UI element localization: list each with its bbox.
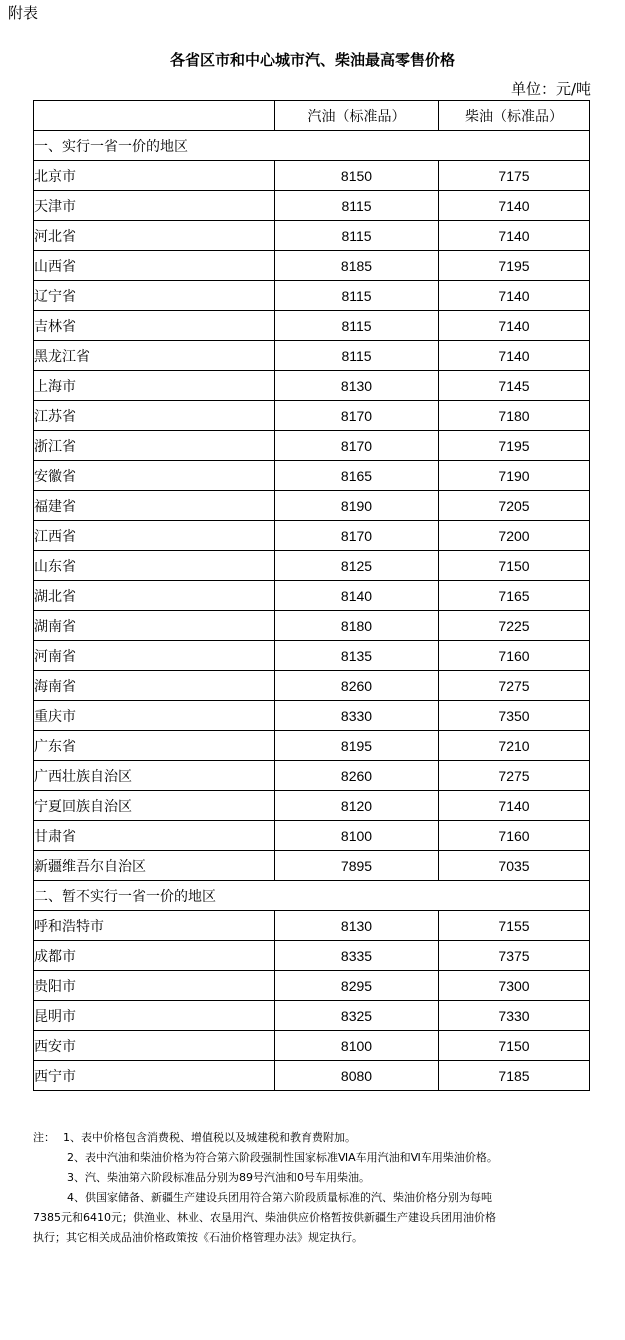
- diesel-price: 7140: [439, 221, 590, 251]
- gasoline-price: 8100: [275, 1031, 439, 1061]
- gasoline-price: 8115: [275, 221, 439, 251]
- region-name: 河北省: [34, 221, 275, 251]
- gasoline-price: 8130: [275, 911, 439, 941]
- region-name: 甘肃省: [34, 821, 275, 851]
- attachment-label: 附表: [8, 4, 39, 22]
- diesel-price: 7150: [439, 551, 590, 581]
- region-name: 新疆维吾尔自治区: [34, 851, 275, 881]
- diesel-price: 7195: [439, 251, 590, 281]
- diesel-price: 7180: [439, 401, 590, 431]
- table-row: [34, 581, 590, 611]
- region-name: 山西省: [34, 251, 275, 281]
- notes: [33, 1128, 593, 1248]
- diesel-price: 7150: [439, 1031, 590, 1061]
- region-name: 山东省: [34, 551, 275, 581]
- table-row: [34, 191, 590, 221]
- region-name: 成都市: [34, 941, 275, 971]
- diesel-price: 7160: [439, 821, 590, 851]
- diesel-price: 7185: [439, 1061, 590, 1091]
- table-row: [34, 521, 590, 551]
- table-row: [34, 461, 590, 491]
- header-region: [34, 101, 275, 131]
- table-row: [34, 641, 590, 671]
- diesel-price: 7225: [439, 611, 590, 641]
- section-heading-row: [34, 881, 590, 911]
- diesel-price: 7210: [439, 731, 590, 761]
- region-name: 湖北省: [34, 581, 275, 611]
- region-name: 辽宁省: [34, 281, 275, 311]
- gasoline-price: 8195: [275, 731, 439, 761]
- table-row: [34, 161, 590, 191]
- gasoline-price: 8140: [275, 581, 439, 611]
- gasoline-price: 8150: [275, 161, 439, 191]
- note-1: 注： 1、表中价格包含消费税、增值税以及城建税和教育费附加。: [33, 1128, 593, 1148]
- diesel-price: 7140: [439, 791, 590, 821]
- diesel-price: 7155: [439, 911, 590, 941]
- region-name: 浙江省: [34, 431, 275, 461]
- region-name: 昆明市: [34, 1001, 275, 1031]
- table-row: [34, 971, 590, 1001]
- unit-label: 单位：元/吨: [510, 80, 591, 98]
- section-heading: 二、暂不实行一省一价的地区: [34, 881, 590, 911]
- region-name: 北京市: [34, 161, 275, 191]
- region-name: 上海市: [34, 371, 275, 401]
- note-4-cont-1: 7385元和6410元；供渔业、林业、农垦用汽、柴油供应价格暂按供新疆生产建设兵团用油价格: [33, 1211, 496, 1224]
- diesel-price: 7140: [439, 191, 590, 221]
- region-name: 河南省: [34, 641, 275, 671]
- gasoline-price: 8190: [275, 491, 439, 521]
- table-row: [34, 251, 590, 281]
- table-row: [34, 791, 590, 821]
- table-row: [34, 1001, 590, 1031]
- gasoline-price: 8130: [275, 371, 439, 401]
- table-row: [34, 221, 590, 251]
- table-row: [34, 1031, 590, 1061]
- gasoline-price: 8185: [275, 251, 439, 281]
- diesel-price: 7140: [439, 281, 590, 311]
- gasoline-price: 8325: [275, 1001, 439, 1031]
- gasoline-price: 8135: [275, 641, 439, 671]
- table-row: [34, 311, 590, 341]
- diesel-price: 7205: [439, 491, 590, 521]
- table-row: [34, 371, 590, 401]
- table-row: [34, 821, 590, 851]
- table-row: [34, 671, 590, 701]
- table-row: [34, 551, 590, 581]
- notes-label: 注：: [33, 1131, 55, 1144]
- diesel-price: 7375: [439, 941, 590, 971]
- gasoline-price: 8080: [275, 1061, 439, 1091]
- table-title: 各省区市和中心城市汽、柴油最高零售价格: [169, 51, 455, 69]
- diesel-price: 7145: [439, 371, 590, 401]
- header-gasoline: 汽油（标准品）: [275, 101, 439, 131]
- table-row: [34, 611, 590, 641]
- gasoline-price: 8125: [275, 551, 439, 581]
- region-name: 黑龙江省: [34, 341, 275, 371]
- note-2: 2、表中汽油和柴油价格为符合第六阶段强制性国家标准ⅥA车用汽油和Ⅵ车用柴油价格。: [67, 1151, 498, 1164]
- diesel-price: 7275: [439, 761, 590, 791]
- gasoline-price: 8115: [275, 281, 439, 311]
- table-row: [34, 281, 590, 311]
- table-row: [34, 341, 590, 371]
- header-row: [34, 101, 590, 131]
- table-row: [34, 401, 590, 431]
- gasoline-price: 8180: [275, 611, 439, 641]
- region-name: 宁夏回族自治区: [34, 791, 275, 821]
- gasoline-price: 7895: [275, 851, 439, 881]
- region-name: 天津市: [34, 191, 275, 221]
- gasoline-price: 8170: [275, 401, 439, 431]
- diesel-price: 7165: [439, 581, 590, 611]
- diesel-price: 7140: [439, 341, 590, 371]
- region-name: 广西壮族自治区: [34, 761, 275, 791]
- gasoline-price: 8115: [275, 341, 439, 371]
- gasoline-price: 8295: [275, 971, 439, 1001]
- region-name: 福建省: [34, 491, 275, 521]
- table-row: [34, 731, 590, 761]
- table-row: [34, 851, 590, 881]
- gasoline-price: 8100: [275, 821, 439, 851]
- region-name: 江西省: [34, 521, 275, 551]
- diesel-price: 7175: [439, 161, 590, 191]
- diesel-price: 7195: [439, 431, 590, 461]
- note-4: 4、供国家储备、新疆生产建设兵团用符合第六阶段质量标准的汽、柴油价格分别为每吨: [67, 1191, 492, 1204]
- diesel-price: 7035: [439, 851, 590, 881]
- table-row: [34, 761, 590, 791]
- region-name: 安徽省: [34, 461, 275, 491]
- gasoline-price: 8260: [275, 671, 439, 701]
- diesel-price: 7275: [439, 671, 590, 701]
- region-name: 吉林省: [34, 311, 275, 341]
- price-table: [33, 100, 590, 1091]
- gasoline-price: 8170: [275, 521, 439, 551]
- region-name: 广东省: [34, 731, 275, 761]
- region-name: 西安市: [34, 1031, 275, 1061]
- price-table-body: [34, 101, 590, 1091]
- gasoline-price: 8330: [275, 701, 439, 731]
- gasoline-price: 8115: [275, 191, 439, 221]
- diesel-price: 7350: [439, 701, 590, 731]
- section-heading-row: [34, 131, 590, 161]
- note-3: 3、汽、柴油第六阶段标准品分别为89号汽油和0号车用柴油。: [67, 1171, 370, 1184]
- gasoline-price: 8170: [275, 431, 439, 461]
- region-name: 贵阳市: [34, 971, 275, 1001]
- diesel-price: 7160: [439, 641, 590, 671]
- header-diesel: 柴油（标准品）: [439, 101, 590, 131]
- gasoline-price: 8115: [275, 311, 439, 341]
- gasoline-price: 8165: [275, 461, 439, 491]
- diesel-price: 7330: [439, 1001, 590, 1031]
- diesel-price: 7300: [439, 971, 590, 1001]
- gasoline-price: 8335: [275, 941, 439, 971]
- diesel-price: 7200: [439, 521, 590, 551]
- region-name: 重庆市: [34, 701, 275, 731]
- region-name: 西宁市: [34, 1061, 275, 1091]
- table-row: [34, 431, 590, 461]
- table-row: [34, 491, 590, 521]
- region-name: 湖南省: [34, 611, 275, 641]
- region-name: 海南省: [34, 671, 275, 701]
- diesel-price: 7140: [439, 311, 590, 341]
- table-row: [34, 701, 590, 731]
- table-row: [34, 1061, 590, 1091]
- note-4-cont-2: 执行；其它相关成品油价格政策按《石油价格管理办法》规定执行。: [33, 1231, 363, 1244]
- diesel-price: 7190: [439, 461, 590, 491]
- section-heading: 一、实行一省一价的地区: [34, 131, 590, 161]
- region-name: 江苏省: [34, 401, 275, 431]
- region-name: 呼和浩特市: [34, 911, 275, 941]
- table-row: [34, 911, 590, 941]
- table-row: [34, 941, 590, 971]
- gasoline-price: 8120: [275, 791, 439, 821]
- gasoline-price: 8260: [275, 761, 439, 791]
